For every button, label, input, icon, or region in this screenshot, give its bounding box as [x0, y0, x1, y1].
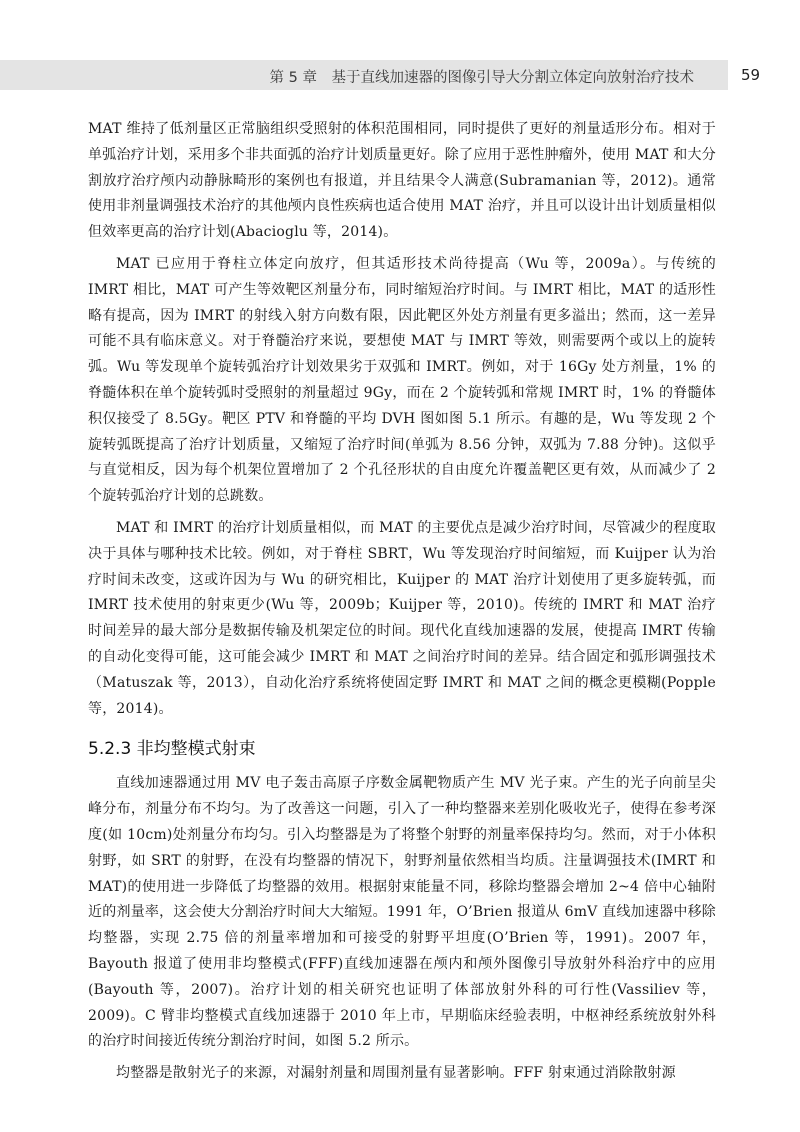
chapter-title: 第 5 章 基于直线加速器的图像引导大分割立体定向放射治疗技术: [269, 70, 694, 86]
page-number: 59: [741, 66, 761, 84]
page-body: [88, 117, 716, 1087]
paragraph-1: MAT 维持了低剂量区正常脑组织受照射的体积范围相同，同时提供了更好的剂量适形分布。相对于单弧治疗计划，采用多个非共面弧的治疗计划质量更好。除了应用于恶性肿瘤外，使用 MAT 和大分割放疗治疗颅内动静脉畸形的案例也有报道，并且结果令人满意(Subramanian 等，2012)。通常使用非剂量调强技术治疗的其他颅内良性疾病也适合使用 MAT 治疗，并且可以设计出计划质量相似但效率更高的治疗计划(Abacioglu 等，2014)。: [88, 121, 716, 241]
paragraph-4: 直线加速器通过用 MV 电子轰击高原子序数金属靶物质产生 MV 光子束。产生的光子向前呈尖峰分布，剂量分布不均匀。为了改善这一问题，引入了一种均整器来差别化吸收光子，使得在参考深度(如 10cm)处剂量分布均匀。引入均整器是为了将整个射野的剂量率保持均匀。然而，对于小体积射野，如 SRT 的射野，在没有均整器的情况下，射野剂量依然相当均质。注量调强技术(IMRT 和 MAT)的使用进一步降低了均整器的效用。根据射束能量不同，移除均整器会增加 2~4 倍中心轴附近的剂量率，这会使大分割治疗时间大大缩短。1991 年，O’Brien 报道从 6mV 直线加速器中移除均整器，实现 2.75 倍的剂量率增加和可接受的射野平坦度(O’Brien 等，1991)。2007 年，Bayouth 报道了使用非均整模式(FFF)直线加速器在颅内和颅外图像引导放射外科治疗中的应用(Bayouth 等，2007)。治疗计划的相关研究也证明了体部放射外科的可行性(Vassiliev 等，2009)。C 臂非均整模式直线加速器于 2010 年上市，早期临床经验表明，中枢神经系统放射外科的治疗时间接近传统分割治疗时间，如图 5.2 所示。: [88, 775, 716, 1050]
paragraph-3: MAT 和 IMRT 的治疗计划质量相似，而 MAT 的主要优点是减少治疗时间，尽管减少的程度取决于具体与哪种技术比较。例如，对于脊柱 SBRT，Wu 等发现治疗时间缩短，而 Kuijper 认为治疗时间未改变，这或许因为与 Wu 的研究相比，Kuijper 的 MAT 治疗计划使用了更多旋转弧，而 IMRT 技术使用的射束更少(Wu 等，2009b；Kuijper 等，2010)。传统的 IMRT 和 MAT 治疗时间差异的最大部分是数据传输及机架定位的时间。现代化直线加速器的发展，使提高 IMRT 传输的自动化变得可能，这可能会减少 IMRT 和 MAT 之间治疗时间的差异。结合固定和弧形调强技术（Matuszak 等，2013），自动化治疗系统将使固定野 IMRT 和 MAT 之间的概念更模糊(Popple 等，2014)。: [88, 519, 716, 717]
paragraph-2: MAT 已应用于脊柱立体定向放疗，但其适形技术尚待提高（Wu 等，2009a）。与传统的 IMRT 相比，MAT 可产生等效靶区剂量分布，同时缩短治疗时间。与 IMRT 相比，MAT 的适形性略有提高，因为 IMRT 的射线入射方向数有限，因此靶区外处方剂量有更多溢出；然而，这一差异可能不具有临床意义。对于脊髓治疗来说，要想使 MAT 与 IMRT 等效，则需要两个或以上的旋转弧。Wu 等发现单个旋转弧治疗计划效果劣于双弧和 IMRT。例如，对于 16Gy 处方剂量，1% 的脊髓体积在单个旋转弧时受照射的剂量超过 9Gy，而在 2 个旋转弧和常规 IMRT 时，1% 的脊髓体积仅接受了 8.5Gy。靶区 PTV 和脊髓的平均 DVH 图如图 5.1 所示。有趣的是，Wu 等发现 2 个旋转弧既提高了治疗计划质量，又缩短了治疗时间(单弧为 8.56 分钟，双弧为 7.88 分钟)。这似乎与直觉相反，因为每个机架位置增加了 2 个孔径形状的自由度允许覆盖靶区更有效，从而减少了 2 个旋转弧治疗计划的总跳数。: [88, 255, 716, 505]
paragraph-5: 均整器是散射光子的来源，对漏射剂量和周围剂量有显著影响。FFF 射束通过消除散射源: [116, 1065, 676, 1082]
chapter-header-band: [0, 60, 728, 90]
section-heading: 5.2.3 非均整模式射束: [88, 739, 256, 760]
